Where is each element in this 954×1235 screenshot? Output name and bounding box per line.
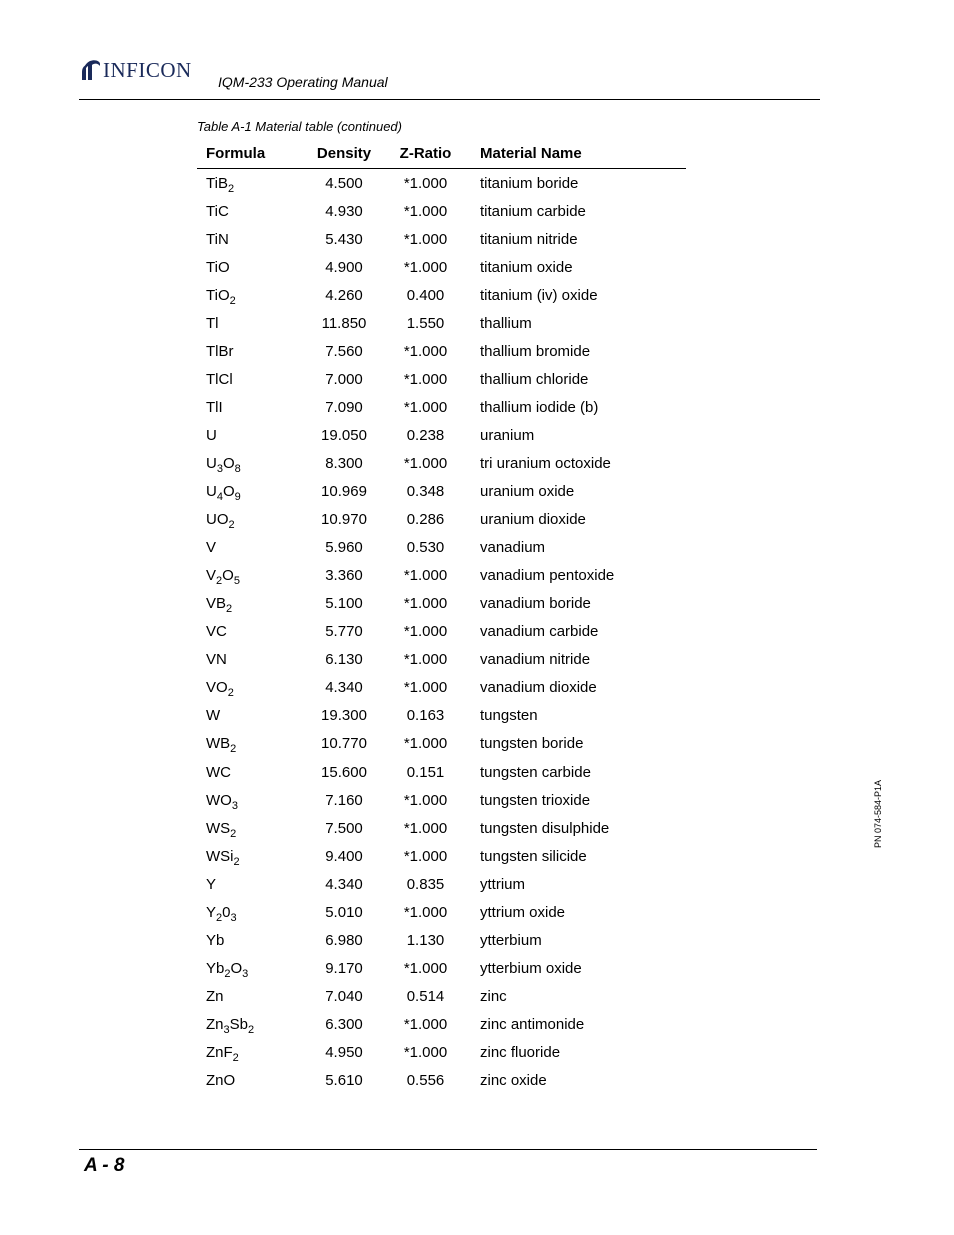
formula-cell <box>197 259 304 276</box>
zratio-cell: 0.514 <box>406 987 445 1005</box>
material-name-cell: titanium (iv) oxide <box>480 286 598 304</box>
zratio-cell: *1.000 <box>403 595 448 613</box>
table-row <box>197 730 686 758</box>
zratio-cell: *1.000 <box>403 623 448 641</box>
formula-subscript: 3 <box>216 462 223 475</box>
formula-subscript: 2 <box>216 575 223 588</box>
formula-cell <box>197 343 304 360</box>
formula-cell <box>197 595 304 616</box>
formula-subscript: 3 <box>242 967 249 980</box>
zratio-cell: 0.348 <box>406 483 445 501</box>
zratio-cell: *1.000 <box>403 791 448 809</box>
material-name-cell: vanadium <box>480 539 546 557</box>
formula-subscript: 2 <box>226 603 233 616</box>
density-cell: 7.500 <box>325 819 363 837</box>
density-cell: 7.040 <box>325 987 363 1005</box>
formula-subscript: 2 <box>229 294 236 307</box>
formula-subscript: 2 <box>232 1051 239 1064</box>
table-row <box>197 590 686 618</box>
table-row <box>197 421 686 449</box>
table-row <box>197 169 686 197</box>
material-name-cell: zinc antimonide <box>480 1015 585 1033</box>
formula-text: O <box>222 454 235 472</box>
logo-text: INFICON <box>103 58 192 82</box>
formula-text: U <box>206 454 217 472</box>
zratio-cell: *1.000 <box>403 819 448 837</box>
formula-subscript: 2 <box>230 827 237 840</box>
material-name-cell: vanadium dioxide <box>480 679 597 697</box>
formula-subscript: 2 <box>228 519 235 532</box>
formula-text: TiO <box>206 286 230 304</box>
formula-text: O <box>230 959 243 977</box>
material-name-cell: ytterbium oxide <box>480 959 582 977</box>
table-row <box>197 954 686 982</box>
zratio-cell: *1.000 <box>403 258 448 276</box>
formula-cell <box>197 315 304 332</box>
table-row <box>197 702 686 730</box>
density-cell: 6.130 <box>325 651 363 669</box>
material-name-cell: zinc <box>480 987 507 1005</box>
page-number: A - 8 <box>84 1155 125 1176</box>
formula-subscript: 2 <box>230 743 237 756</box>
zratio-cell: 0.556 <box>406 1072 445 1090</box>
formula-cell <box>197 679 304 700</box>
formula-text: TiN <box>206 230 229 248</box>
formula-text: Sb <box>229 1015 248 1033</box>
formula-subscript: 3 <box>230 911 237 924</box>
table-row <box>197 534 686 562</box>
material-name-cell: zinc oxide <box>480 1072 547 1090</box>
formula-cell <box>197 988 304 1005</box>
formula-text: Tl <box>206 314 219 332</box>
table-row <box>197 1010 686 1038</box>
formula-text: V <box>206 567 217 585</box>
zratio-cell: 0.238 <box>406 426 445 444</box>
column-header-zratio: Z-Ratio <box>399 145 452 162</box>
formula-cell <box>197 399 304 416</box>
material-name-cell: ytterbium <box>480 931 542 949</box>
table-row <box>197 618 686 646</box>
formula-cell <box>197 735 304 756</box>
density-cell: 7.090 <box>325 398 363 416</box>
table-row <box>197 562 686 590</box>
header-rule <box>79 99 820 100</box>
density-cell: 5.010 <box>325 903 363 921</box>
zratio-cell: *1.000 <box>403 398 448 416</box>
material-name-cell: zinc fluoride <box>480 1043 561 1061</box>
density-cell: 5.770 <box>325 623 363 641</box>
density-cell: 5.430 <box>325 230 363 248</box>
formula-subscript: 4 <box>216 491 223 504</box>
formula-text: ZnF <box>206 1043 233 1061</box>
formula-subscript: 2 <box>216 911 223 924</box>
table-row <box>197 253 686 281</box>
formula-text: TiC <box>206 202 229 220</box>
formula-cell <box>197 483 304 504</box>
density-cell: 3.360 <box>325 567 363 585</box>
formula-text: WO <box>206 791 232 809</box>
zratio-cell: *1.000 <box>403 1015 448 1033</box>
formula-subscript: 3 <box>231 799 238 812</box>
zratio-cell: *1.000 <box>403 679 448 697</box>
table-row <box>197 281 686 309</box>
density-cell: 8.300 <box>325 454 363 472</box>
material-name-cell: tri uranium octoxide <box>480 454 611 472</box>
formula-cell <box>197 707 304 724</box>
table-row <box>197 1038 686 1066</box>
formula-text: WSi <box>206 847 234 865</box>
zratio-cell: 0.530 <box>406 539 445 557</box>
formula-subscript: 5 <box>233 575 240 588</box>
formula-cell <box>197 1043 304 1064</box>
formula-text: O <box>222 567 234 585</box>
formula-text: Y <box>206 903 217 921</box>
formula-text: WB <box>206 735 231 753</box>
zratio-cell: *1.000 <box>403 342 448 360</box>
material-name-cell: uranium <box>480 426 535 444</box>
material-name-cell: vanadium pentoxide <box>480 567 615 585</box>
inficon-logo-icon <box>81 58 101 82</box>
table-body <box>197 169 686 1095</box>
density-cell: 7.160 <box>325 791 363 809</box>
table-row <box>197 1067 686 1095</box>
column-header-material-name: Material Name <box>480 145 582 162</box>
zratio-cell: *1.000 <box>403 651 448 669</box>
table-row <box>197 814 686 842</box>
density-cell: 6.980 <box>325 931 363 949</box>
zratio-cell: 1.550 <box>406 314 445 332</box>
formula-cell <box>197 286 304 307</box>
formula-cell <box>197 539 304 556</box>
density-cell: 15.600 <box>321 763 367 781</box>
material-name-cell: titanium oxide <box>480 258 573 276</box>
formula-text: WC <box>206 763 231 781</box>
formula-text: VC <box>206 623 227 641</box>
formula-cell <box>197 1015 304 1036</box>
formula-cell <box>197 764 304 781</box>
table-row <box>197 870 686 898</box>
table-row <box>197 758 686 786</box>
zratio-cell: *1.000 <box>403 1043 448 1061</box>
table-row <box>197 982 686 1010</box>
formula-text: TiO <box>206 258 230 276</box>
formula-cell <box>197 903 304 924</box>
formula-cell <box>197 371 304 388</box>
formula-text: UO <box>206 511 229 529</box>
zratio-cell: *1.000 <box>403 230 448 248</box>
density-cell: 7.000 <box>325 370 363 388</box>
formula-subscript: 2 <box>227 182 235 195</box>
table-row <box>197 365 686 393</box>
table-row <box>197 506 686 534</box>
zratio-cell: 0.400 <box>406 286 445 304</box>
table-row <box>197 786 686 814</box>
material-name-cell: vanadium nitride <box>480 651 591 669</box>
formula-subscript: 2 <box>224 967 231 980</box>
column-header-formula: Formula <box>206 145 266 162</box>
material-name-cell: thallium <box>480 314 532 332</box>
formula-subscript: 3 <box>223 1023 230 1036</box>
formula-cell <box>197 174 304 195</box>
material-table <box>197 139 686 1095</box>
table-row <box>197 842 686 870</box>
formula-subscript: 2 <box>248 1023 255 1036</box>
density-cell: 4.900 <box>325 258 363 276</box>
zratio-cell: 0.151 <box>406 763 445 781</box>
formula-text: W <box>206 707 221 725</box>
density-cell: 9.400 <box>325 847 363 865</box>
material-name-cell: yttrium oxide <box>480 903 566 921</box>
formula-subscript: 9 <box>234 491 241 504</box>
material-name-cell: tungsten boride <box>480 735 584 753</box>
formula-cell <box>197 623 304 640</box>
table-header <box>197 139 686 169</box>
formula-cell <box>197 932 304 949</box>
material-name-cell: thallium chloride <box>480 370 589 388</box>
formula-text: TlI <box>206 398 223 416</box>
formula-text: U <box>206 483 217 501</box>
density-cell: 10.970 <box>321 511 367 529</box>
formula-text: WS <box>206 819 231 837</box>
density-cell: 4.340 <box>325 679 363 697</box>
formula-text: U <box>206 426 217 444</box>
material-name-cell: titanium boride <box>480 174 579 192</box>
table-row <box>197 309 686 337</box>
density-cell: 4.950 <box>325 1043 363 1061</box>
inficon-logo <box>81 58 192 82</box>
zratio-cell: *1.000 <box>403 847 448 865</box>
zratio-cell: *1.000 <box>403 370 448 388</box>
formula-cell <box>197 847 304 868</box>
density-cell: 5.100 <box>325 595 363 613</box>
formula-subscript: 2 <box>227 687 234 700</box>
density-cell: 4.930 <box>325 202 363 220</box>
formula-cell <box>197 231 304 248</box>
formula-text: ZnO <box>206 1072 236 1090</box>
formula-text: Y <box>206 875 217 893</box>
material-name-cell: tungsten silicide <box>480 847 587 865</box>
density-cell: 10.969 <box>321 483 367 501</box>
formula-text: Zn <box>206 1015 224 1033</box>
formula-text: TlCl <box>206 370 233 388</box>
formula-cell <box>197 959 304 980</box>
material-name-cell: tungsten <box>480 707 538 725</box>
zratio-cell: *1.000 <box>403 454 448 472</box>
formula-text: Yb <box>206 959 225 977</box>
formula-text: VO <box>206 679 228 697</box>
formula-cell <box>197 651 304 668</box>
density-cell: 5.610 <box>325 1072 363 1090</box>
table-row <box>197 197 686 225</box>
material-name-cell: yttrium <box>480 875 525 893</box>
material-name-cell: thallium iodide (b) <box>480 398 599 416</box>
formula-cell <box>197 876 304 893</box>
zratio-cell: 1.130 <box>406 931 445 949</box>
formula-text: O <box>222 483 235 501</box>
table-row <box>197 337 686 365</box>
material-name-cell: titanium nitride <box>480 230 578 248</box>
density-cell: 6.300 <box>325 1015 363 1033</box>
formula-text: TiB <box>206 174 228 192</box>
density-cell: 4.260 <box>325 286 363 304</box>
density-cell: 4.500 <box>325 174 363 192</box>
material-name-cell: uranium dioxide <box>480 511 586 529</box>
formula-cell <box>197 203 304 220</box>
table-row <box>197 478 686 506</box>
formula-cell <box>197 567 304 588</box>
zratio-cell: *1.000 <box>403 735 448 753</box>
zratio-cell: *1.000 <box>403 202 448 220</box>
table-row <box>197 449 686 477</box>
density-cell: 7.560 <box>325 342 363 360</box>
part-number: PN 074-584-P1A <box>873 779 883 848</box>
table-row <box>197 225 686 253</box>
density-cell: 11.850 <box>321 314 367 332</box>
material-name-cell: vanadium carbide <box>480 623 599 641</box>
zratio-cell: 0.163 <box>406 707 445 725</box>
zratio-cell: *1.000 <box>403 959 448 977</box>
footer-rule <box>79 1149 817 1150</box>
table-row <box>197 646 686 674</box>
formula-cell <box>197 427 304 444</box>
material-name-cell: tungsten disulphide <box>480 819 610 837</box>
formula-text: VN <box>206 651 227 669</box>
formula-cell <box>197 819 304 840</box>
density-cell: 5.960 <box>325 539 363 557</box>
formula-subscript: 8 <box>234 462 241 475</box>
formula-subscript: 2 <box>233 855 240 868</box>
formula-text: VB <box>206 595 227 613</box>
formula-text: V <box>206 539 217 557</box>
manual-title: IQM-233 Operating Manual <box>218 74 388 90</box>
material-name-cell: titanium carbide <box>480 202 586 220</box>
zratio-cell: 0.835 <box>406 875 445 893</box>
zratio-cell: *1.000 <box>403 903 448 921</box>
material-name-cell: thallium bromide <box>480 342 591 360</box>
table-row <box>197 393 686 421</box>
formula-cell <box>197 454 304 475</box>
formula-text: Zn <box>206 987 224 1005</box>
density-cell: 10.770 <box>321 735 367 753</box>
table-caption: Table A-1 Material table (continued) <box>197 119 402 134</box>
zratio-cell: 0.286 <box>406 511 445 529</box>
zratio-cell: *1.000 <box>403 567 448 585</box>
table-row <box>197 674 686 702</box>
material-name-cell: uranium oxide <box>480 483 575 501</box>
density-cell: 19.300 <box>321 707 367 725</box>
density-cell: 19.050 <box>321 426 367 444</box>
column-header-density: Density <box>316 145 372 162</box>
formula-text: TlBr <box>206 342 234 360</box>
table-row <box>197 898 686 926</box>
zratio-cell: *1.000 <box>403 174 448 192</box>
formula-cell <box>197 791 304 812</box>
formula-cell <box>197 1072 304 1089</box>
density-cell: 9.170 <box>325 959 363 977</box>
formula-cell <box>197 511 304 532</box>
material-name-cell: vanadium boride <box>480 595 591 613</box>
material-name-cell: tungsten carbide <box>480 763 591 781</box>
formula-text: Yb <box>206 931 225 949</box>
formula-text: 0 <box>222 903 231 921</box>
table-row <box>197 926 686 954</box>
density-cell: 4.340 <box>325 875 363 893</box>
material-name-cell: tungsten trioxide <box>480 791 591 809</box>
